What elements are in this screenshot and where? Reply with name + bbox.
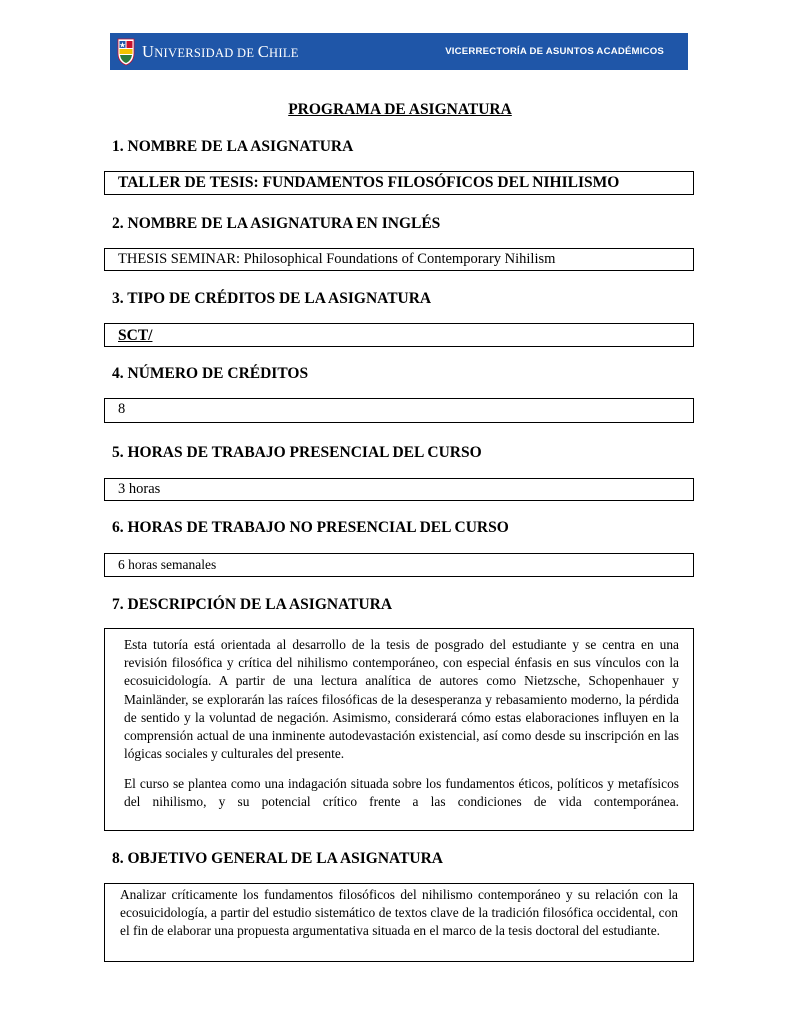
section-box-6 <box>104 553 694 577</box>
section-heading-4: 4. NÚMERO DE CRÉDITOS <box>112 365 309 382</box>
presential-hours-value: 3 horas <box>118 481 161 497</box>
section-box-1 <box>104 171 694 195</box>
section-heading-7: 7. DESCRIPCIÓN DE LA ASIGNATURA <box>112 596 393 613</box>
section-heading-6: 6. HORAS DE TRABAJO NO PRESENCIAL DEL CURSO <box>112 519 509 536</box>
university-crest-icon <box>116 37 136 66</box>
section-heading-3: 3. TIPO DE CRÉDITOS DE LA ASIGNATURA <box>112 290 432 307</box>
section-box-4 <box>104 398 694 423</box>
header-banner <box>110 33 688 70</box>
objective-paragraph: Analizar críticamente los fundamentos filosóficos del nihilismo contemporáneo y su relación con la ecosuicidología, a partir del estudio sistemático de textos clave de la tradición filosófica occidental, con el fin de elaborar una propuesta argumentativa situada en el marco de la tesis doctoral del estudiante. <box>120 887 678 939</box>
section-box-5 <box>104 478 694 501</box>
university-name: UNIVERSIDAD DE CHILE <box>142 42 299 61</box>
non-presential-hours-value: 6 horas semanales <box>118 557 217 572</box>
credit-type-value: SCT/ <box>118 327 153 344</box>
description-paragraph-2: El curso se plantea como una indagación situada sobre los fundamentos éticos, políticos y metafísicos del nihilismo, y su potencial crítico frente a las condiciones de vida contemporánea. <box>124 776 679 810</box>
course-name-english-value: THESIS SEMINAR: Philosophical Foundations of Contemporary Nihilism <box>118 251 556 267</box>
section-heading-2: 2. NOMBRE DE LA ASIGNATURA EN INGLÉS <box>112 215 441 232</box>
section-heading-8: 8. OBJETIVO GENERAL DE LA ASIGNATURA <box>112 850 444 867</box>
section-heading-5: 5. HORAS DE TRABAJO PRESENCIAL DEL CURSO <box>112 444 482 461</box>
vicerrectoria-label: VICERRECTORÍA DE ASUNTOS ACADÉMICOS <box>445 46 664 57</box>
credit-number-value: 8 <box>118 401 126 417</box>
description-paragraph-1: Esta tutoría está orientada al desarrollo de la tesis de posgrado del estudiante y se centra en una revisión filosófica y crítica del nihilismo contemporáneo, con especial énfasis en sus vínculos con la ecosuicidología. A partir de una lectura analítica de autores como Nietzsche, Schopenhauer y Mainländer, se explorarán las raíces filosóficas de la desesperanza y rebasamiento moderno, la pérdida de sentido y la voluntad de negación. Asimismo, considerará cómo estas elaboraciones influyen en la comprensión actual de una inminente autodevastación existencial, así como desde su inscripción en las lógicas sociales y culturales del presente. <box>124 637 679 762</box>
course-name-value: TALLER DE TESIS: FUNDAMENTOS FILOSÓFICOS DEL NIHILISMO <box>118 174 620 191</box>
document-title: PROGRAMA DE ASIGNATURA <box>288 101 512 118</box>
section-box-2 <box>104 248 694 271</box>
section-heading-1: 1. NOMBRE DE LA ASIGNATURA <box>112 138 354 155</box>
section-box-3 <box>104 323 694 347</box>
